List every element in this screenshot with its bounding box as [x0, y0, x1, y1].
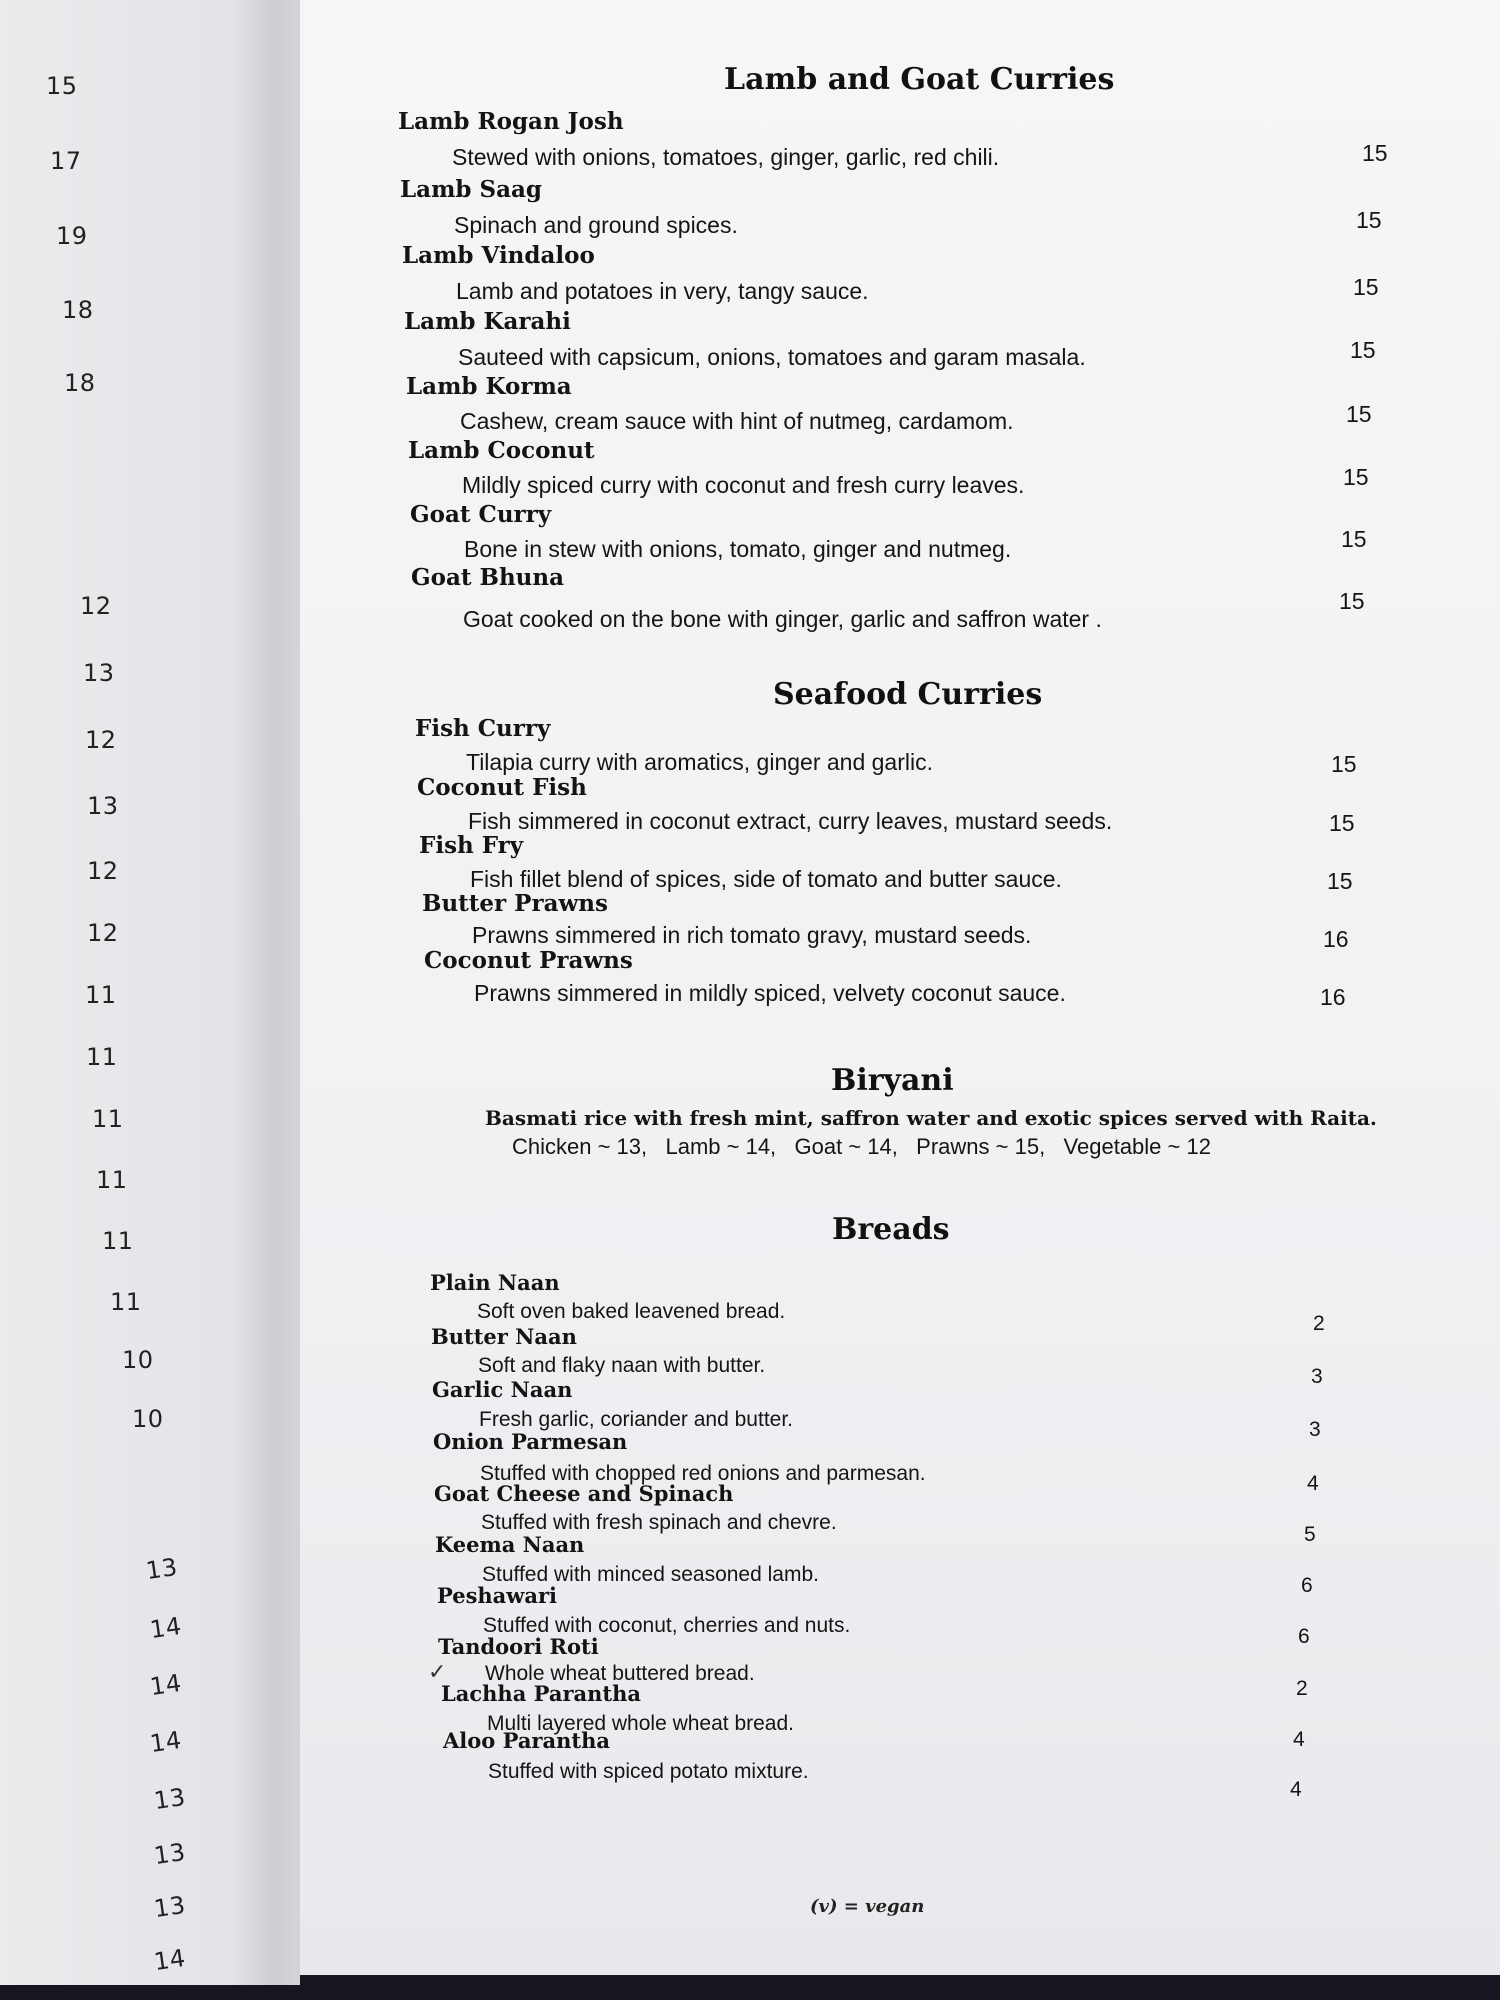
menu-item-description: Whole wheat buttered bread.	[485, 1662, 755, 1685]
menu-item-price: 4	[1290, 1778, 1302, 1801]
menu-item-name: Goat Curry	[410, 501, 552, 528]
menu-item-price: 16	[1323, 926, 1349, 952]
menu-item-name: Butter Prawns	[422, 890, 608, 917]
section-title: Seafood Curries	[773, 677, 1043, 712]
menu-item-price: 2	[1313, 1312, 1325, 1335]
menu-item-name: Keema Naan	[435, 1532, 585, 1557]
left-price: 11	[92, 1105, 124, 1133]
menu-item-description: Sauteed with capsicum, onions, tomatoes and garam masala.	[458, 344, 1086, 370]
menu-item-description: Mildly spiced curry with coconut and fresh curry leaves.	[462, 472, 1025, 498]
menu-item-description: Cashew, cream sauce with hint of nutmeg, cardamom.	[460, 408, 1014, 434]
menu-item-description: Tilapia curry with aromatics, ginger and garlic.	[466, 749, 933, 775]
left-price: 12	[87, 857, 119, 885]
menu-item-description: Stuffed with minced seasoned lamb.	[482, 1563, 819, 1586]
menu-item-price: 6	[1301, 1574, 1313, 1597]
left-price: 14	[148, 1725, 184, 1759]
menu-item-description: Stuffed with spiced potato mixture.	[488, 1760, 809, 1783]
menu-item-price: 16	[1320, 984, 1346, 1010]
menu-item-name: Butter Naan	[431, 1324, 577, 1349]
menu-item-description: Goat cooked on the bone with ginger, garlic and saffron water .	[463, 606, 1102, 632]
menu-item-description: Fresh garlic, coriander and butter.	[479, 1408, 793, 1431]
menu-item-price: 2	[1296, 1677, 1308, 1700]
menu-item-price: 5	[1304, 1523, 1316, 1546]
menu-item-price: 4	[1307, 1472, 1319, 1495]
page-fold-shadow	[232, 0, 302, 1985]
left-price: 12	[80, 592, 112, 620]
menu-item-name: Lamb Korma	[406, 373, 572, 400]
menu-item-name: Peshawari	[437, 1583, 558, 1608]
menu-item-name: Coconut Prawns	[424, 947, 633, 974]
menu-item-description: Multi layered whole wheat bread.	[487, 1712, 795, 1735]
menu-item-name: Lamb Vindaloo	[402, 242, 595, 269]
left-price: 13	[152, 1890, 188, 1924]
menu-item-description: Prawns simmered in mildly spiced, velvety coconut sauce.	[474, 980, 1066, 1006]
menu-item-description: Soft and flaky naan with butter.	[478, 1354, 766, 1377]
menu-item-description: Lamb and potatoes in very, tangy sauce.	[456, 278, 869, 304]
left-price: 12	[85, 726, 117, 754]
biryani-prices: Chicken ~ 13, Lamb ~ 14, Goat ~ 14, Prawns ~ 15, Vegetable ~ 12	[512, 1134, 1211, 1159]
menu-item-price: 15	[1350, 337, 1376, 363]
menu-item-name: Garlic Naan	[432, 1377, 573, 1402]
left-price: 11	[102, 1227, 134, 1255]
menu-item-price: 15	[1353, 274, 1379, 300]
menu-item-name: Goat Bhuna	[411, 564, 565, 591]
menu-item-description: Stewed with onions, tomatoes, ginger, garlic, red chili.	[452, 144, 1000, 170]
menu-item-price: 15	[1327, 868, 1353, 894]
left-price: 11	[96, 1166, 128, 1194]
left-price: 14	[148, 1668, 184, 1702]
menu-item-name: Lamb Karahi	[404, 308, 571, 335]
left-price: 11	[110, 1288, 142, 1316]
left-price: 17	[50, 147, 82, 175]
menu-item-name: Lamb Coconut	[408, 437, 595, 464]
section-title: Biryani	[831, 1063, 954, 1098]
menu-item-price: 15	[1356, 207, 1382, 233]
menu-item-description: Stuffed with coconut, cherries and nuts.	[483, 1614, 851, 1637]
left-price: 11	[85, 981, 117, 1009]
menu-item-price: 15	[1341, 526, 1367, 552]
section-title: Breads	[832, 1212, 950, 1247]
left-price: 18	[62, 296, 94, 324]
menu-item-price: 15	[1329, 810, 1355, 836]
menu-item-price: 4	[1293, 1728, 1305, 1751]
left-price: 18	[64, 369, 96, 397]
menu-item-description: Prawns simmered in rich tomato gravy, mustard seeds.	[472, 922, 1032, 948]
menu-item-description: Spinach and ground spices.	[454, 212, 738, 238]
left-price: 15	[46, 72, 78, 100]
menu-item-name: Goat Cheese and Spinach	[434, 1481, 734, 1506]
menu-item-name: Lamb Saag	[400, 176, 542, 203]
menu-item-price: 15	[1343, 464, 1369, 490]
section-title: Lamb and Goat Curries	[724, 62, 1115, 97]
menu-item-description: Stuffed with chopped red onions and parmesan.	[480, 1462, 926, 1485]
menu-item-name: Onion Parmesan	[433, 1429, 628, 1454]
left-price: 13	[152, 1837, 188, 1871]
menu-item-name: Fish Fry	[419, 832, 524, 859]
biryani-description: Basmati rice with fresh mint, saffron water and exotic spices served with Raita.	[485, 1106, 1377, 1130]
menu-item-description: Fish fillet blend of spices, side of tomato and butter sauce.	[470, 866, 1062, 892]
menu-item-price: 15	[1346, 401, 1372, 427]
left-price: 14	[148, 1611, 184, 1645]
menu-item-name: Plain Naan	[430, 1270, 560, 1295]
menu-item-name: Aloo Parantha	[443, 1728, 610, 1753]
menu-item-name: Coconut Fish	[417, 774, 587, 801]
menu-item-name: Lachha Parantha	[441, 1681, 641, 1706]
menu-item-description: Fish simmered in coconut extract, curry leaves, mustard seeds.	[468, 808, 1113, 834]
vegan-footnote: (v) = vegan	[810, 1896, 925, 1917]
left-price: 13	[152, 1782, 188, 1816]
menu-item-price: 15	[1331, 751, 1357, 777]
menu-item-price: 15	[1339, 588, 1365, 614]
menu-item-price: 3	[1309, 1418, 1321, 1441]
left-price: 10	[122, 1346, 154, 1374]
check-mark: ✓	[428, 1660, 447, 1685]
menu-item-name: Lamb Rogan Josh	[398, 108, 624, 135]
left-price: 19	[56, 222, 88, 250]
menu-item-name: Tandoori Roti	[438, 1634, 599, 1659]
menu-item-description: Soft oven baked leavened bread.	[477, 1300, 786, 1323]
left-price: 13	[144, 1552, 180, 1586]
menu-item-name: Fish Curry	[415, 715, 551, 742]
left-price: 13	[83, 659, 115, 687]
left-price: 14	[152, 1943, 188, 1977]
menu-item-description: Stuffed with fresh spinach and chevre.	[481, 1511, 837, 1534]
menu-item-price: 3	[1311, 1365, 1323, 1388]
menu-item-description: Bone in stew with onions, tomato, ginger and nutmeg.	[464, 536, 1012, 562]
menu-item-price: 15	[1362, 140, 1388, 166]
left-price: 12	[87, 919, 119, 947]
left-price: 13	[87, 792, 119, 820]
left-price: 10	[132, 1405, 164, 1433]
menu-item-price: 6	[1298, 1625, 1310, 1648]
left-price: 11	[86, 1043, 118, 1071]
